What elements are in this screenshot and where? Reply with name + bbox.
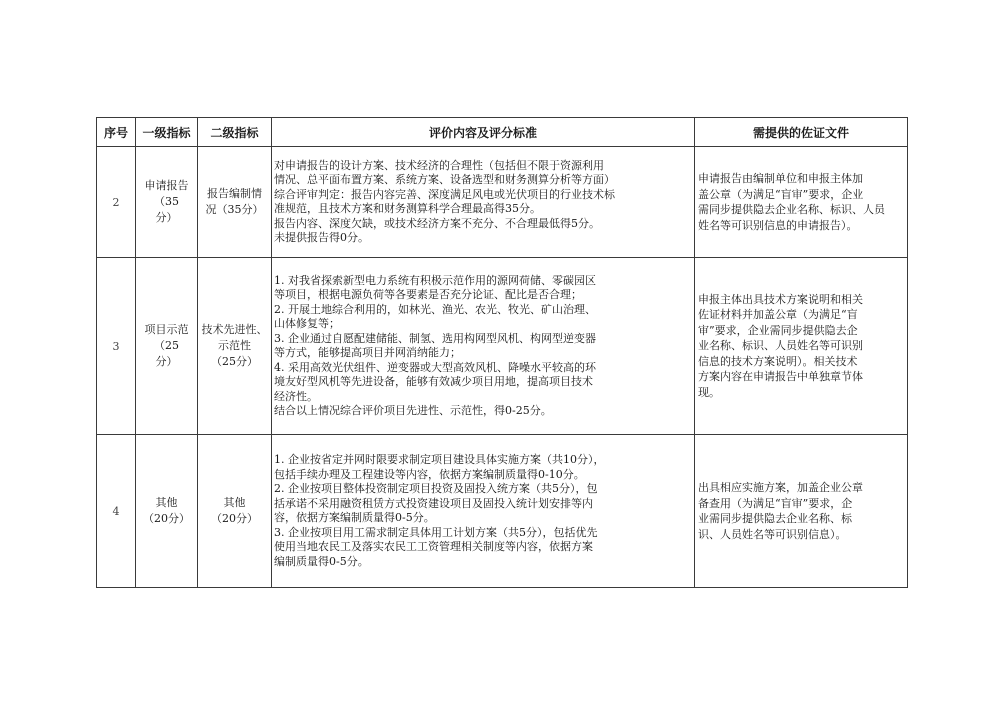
criteria-line: 经济性。 [274,389,318,403]
level1-cell [136,147,198,258]
header-evidence: 需提供的佐证文件 [695,118,908,147]
criteria-line: 使用当地农民工及落实农民工工资管理相关制度等内容，依据方案 [274,540,593,553]
criteria-cell [272,435,695,588]
level2-cell [198,258,272,435]
criteria-line: 情况、总平面布置方案、系统方案、设备选型和财务测算分析等方面） [274,173,615,186]
criteria-line: 未提供报告得0分。 [274,231,369,244]
evidence-line: 姓名等可识别信息的申请报告）。 [698,218,858,232]
table-row [97,435,908,588]
level2-text: 技术先进性、 [201,323,268,336]
criteria-line: 山体修复等； [274,317,340,330]
level1-text: 分） [155,355,178,368]
evidence-line: 方案内容在申请报告中单独章节体 [698,370,863,384]
criteria-line: 括承诺不采用融资租赁方式投资建设项目及固投入统计划安排等内 [274,496,593,510]
evidence-cell [695,147,908,258]
header-no: 序号 [97,118,136,147]
criteria-line: 3. 企业按项目用工需求制定具体用工计划方案（共5分），包括优先 [274,525,598,539]
level2-text: （25分） [211,355,258,368]
criteria-line: 4. 采用高效光伏组件、逆变器或大型高效风机、降噪水平较高的环 [274,360,596,374]
header-level2: 二级指标 [198,118,272,147]
criteria-line: 报告内容、深度欠缺，或技术经济方案不充分、不合理最低得5分。 [274,216,600,230]
evidence-line: 需同步提供隐去企业名称、标识、人员 [698,203,885,216]
level2-text: 况（35分） [205,203,264,216]
criteria-line: 2. 企业按项目整体投资制定项目投资及固投入统方案（共5分），包 [274,482,598,495]
criteria-cell [272,258,695,435]
row-number: 3 [97,258,136,435]
level2-text: （20分） [211,512,258,525]
criteria-line: 综合评审判定：报告内容完善、深度满足风电或光伏项目的行业技术标 [274,187,615,201]
evidence-line: 佐证材料并加盖公章（为满足“盲 [698,308,858,322]
table-row [97,258,908,435]
evidence-line: 申报主体出具技术方案说明和相关 [698,292,863,306]
criteria-line: 境友好型风机等先进设备，能够有效减少项目用地，提高项目技术 [274,375,593,388]
criteria-line: 对申请报告的设计方案、技术经济的合理性（包括但不限于资源利用 [274,158,604,172]
level1-text: 其他 [155,496,178,509]
evidence-line: 申请报告由编制单位和申报主体加 [698,172,863,185]
header-level1: 一级指标 [136,118,198,147]
evidence-line: 业需同步提供隐去企业名称、标 [698,512,852,525]
evidence-line: 备查用（为满足“盲审”要求，企 [698,496,853,510]
evidence-line: 盖公章（为满足“盲审”要求，企业 [698,187,864,201]
evidence-line: 现。 [698,385,720,399]
level1-text: （35 [154,195,179,208]
criteria-line: 等方式，能够提高项目并网消纳能力； [274,346,461,359]
level1-text: （20分） [143,512,190,525]
row-number: 2 [97,147,136,258]
row-number: 4 [97,435,136,588]
level1-text: 项目示范 [144,323,189,336]
header-row [97,118,908,147]
level2-text: 示范性 [218,339,251,352]
evaluation-table [96,117,908,588]
criteria-line: 结合以上情况综合评价项目先进性、示范性，得0-25分。 [274,404,552,417]
level1-text: 申请报告 [144,179,189,192]
evidence-line: 业名称、标识、人员姓名等可识别 [698,339,863,353]
evidence-line: 识、人员姓名等可识别信息）。 [698,527,847,541]
level2-text: 其他 [223,496,246,509]
criteria-line: 准规范，且技术方案和财务测算科学合理最高得35分。 [274,202,541,215]
level1-text: 分） [155,211,178,224]
criteria-line: 3. 企业通过自愿配建储能、制氢、选用构网型风机、构网型逆变器 [274,331,596,345]
criteria-cell [272,147,695,258]
evidence-cell [695,435,908,588]
header-criteria: 评价内容及评分标准 [272,118,695,147]
table-row [97,147,908,258]
criteria-line: 编制质量得0-5分。 [274,554,369,568]
level1-text: （25 [154,339,179,352]
level2-text: 报告编制情 [207,187,262,200]
criteria-line: 1. 对我省探索新型电力系统有积极示范作用的源网荷储、零碳园区 [274,273,596,287]
criteria-line: 包括手续办理及工程建设等内容，依据方案编制质量得0-10分。 [274,467,585,481]
evidence-line: 信息的技术方案说明）。相关技术 [698,354,858,368]
evidence-line: 出具相应实施方案，加盖企业公章 [698,481,863,494]
level1-cell [136,258,198,435]
criteria-line: 容，依据方案编制质量得0-5分。 [274,511,435,524]
evidence-line: 审”要求，企业需同步提供隐去企 [698,323,858,337]
criteria-line: 等项目，根据电源负荷等各要素是否充分论证、配比是否合理； [274,288,582,301]
level1-cell [136,435,198,588]
criteria-line: 2. 开展土地综合利用的，如林光、渔光、农光、牧光、矿山治理、 [274,302,596,316]
level2-cell [198,147,272,258]
criteria-line: 1. 企业按省定并网时限要求制定项目建设具体实施方案（共10分）， [274,453,605,466]
level2-cell [198,435,272,588]
evidence-cell [695,258,908,435]
